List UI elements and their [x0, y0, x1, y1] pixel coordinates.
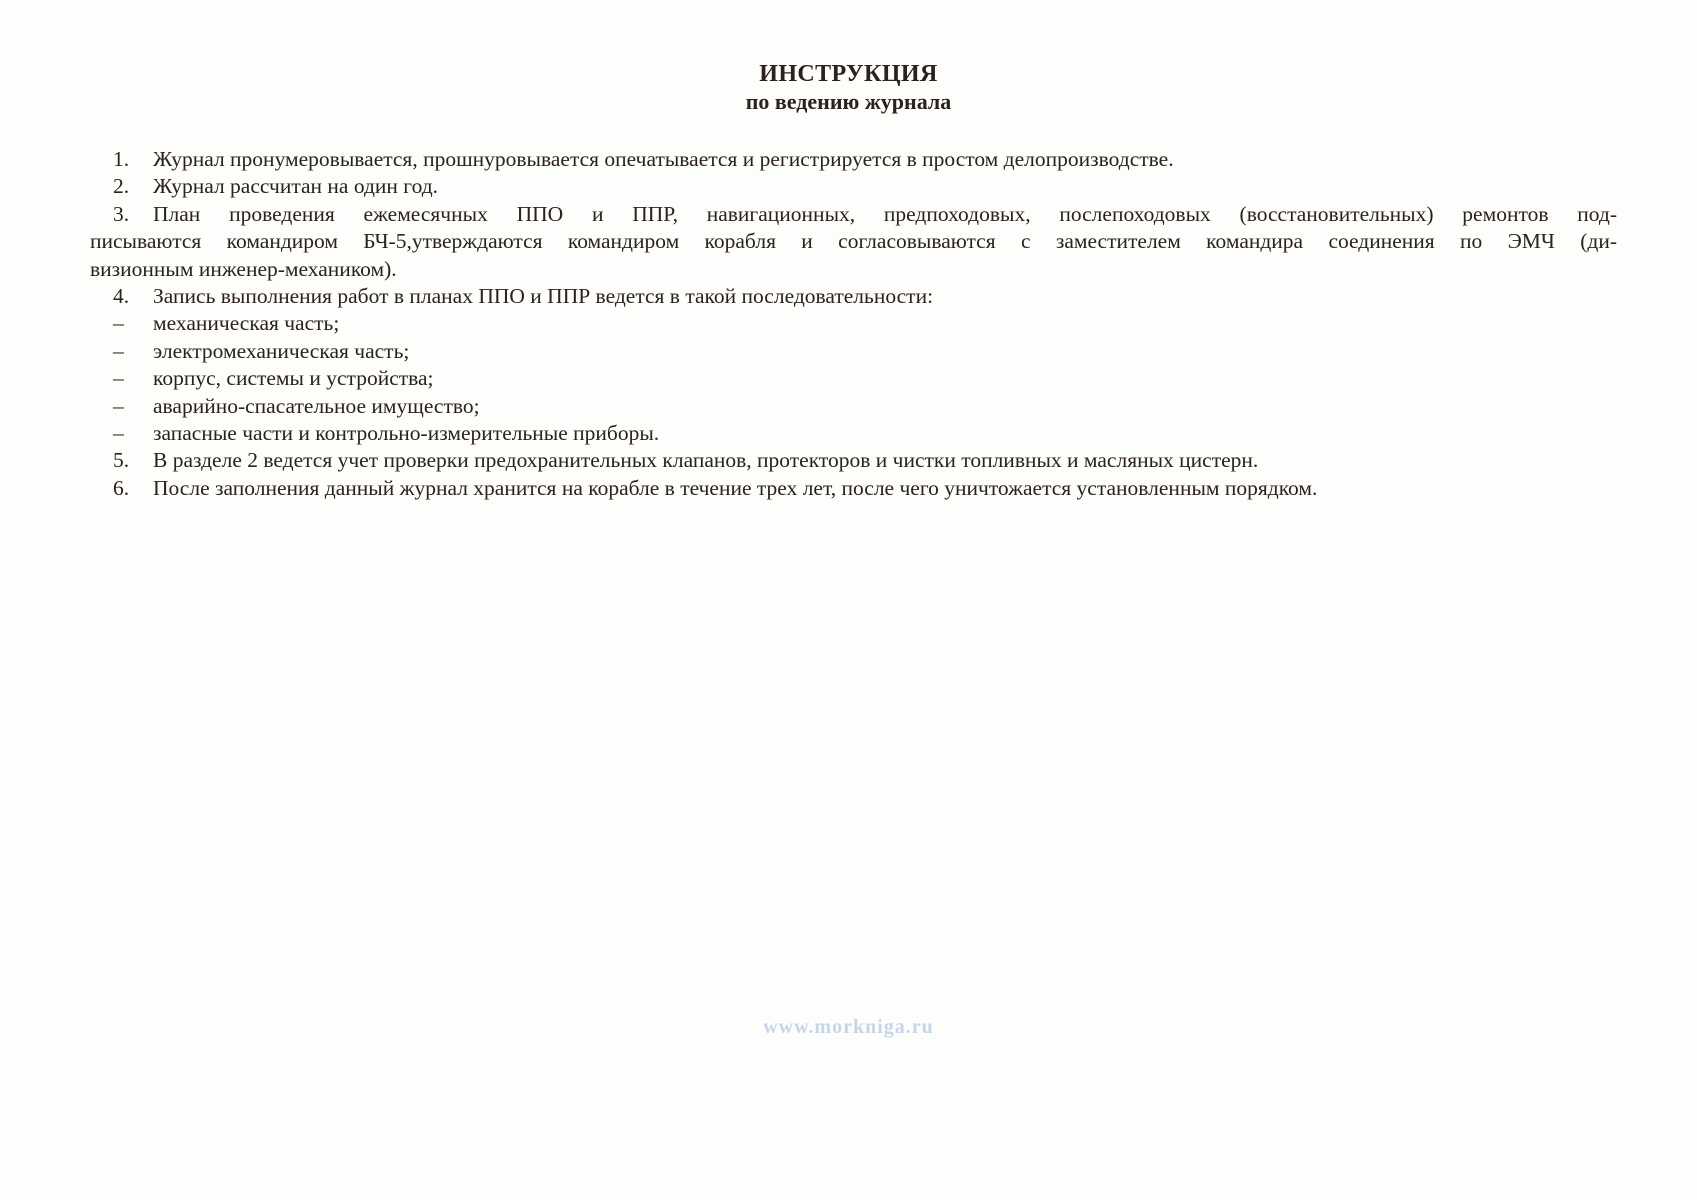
list-item	[90, 393, 1617, 420]
instruction-list	[90, 146, 1617, 502]
item-marker: 4.	[113, 284, 130, 309]
list-item	[90, 283, 1617, 310]
list-item	[90, 173, 1617, 200]
list-item	[90, 447, 1617, 474]
item-text: писываются командиром БЧ-5,утверждаются командиром корабля и согласовываются с заместителем командира соединения по ЭМЧ (ди-	[90, 229, 1617, 254]
item-text: механическая часть;	[153, 311, 340, 336]
list-item-line	[90, 475, 1617, 502]
list-item	[90, 310, 1617, 337]
list-item	[90, 420, 1617, 447]
document-title: ИНСТРУКЦИЯ	[759, 61, 938, 87]
item-marker: 2.	[113, 174, 130, 199]
item-marker: –	[113, 366, 124, 391]
item-marker: 3.	[113, 201, 130, 226]
item-text: запасные части и контрольно-измерительные приборы.	[153, 421, 660, 446]
item-text: Журнал рассчитан на один год.	[153, 174, 439, 199]
list-item-line	[90, 283, 1617, 310]
list-item-line	[90, 201, 1617, 228]
list-item-line	[90, 310, 1617, 337]
list-item-line	[90, 173, 1617, 200]
item-text: электромеханическая часть;	[153, 338, 410, 363]
item-marker: 1.	[113, 147, 130, 171]
item-text: В разделе 2 ведется учет проверки предохранительных клапанов, протекторов и чистки топливных и масляных цистерн.	[153, 448, 1259, 473]
watermark: www.morkniga.ru	[763, 1016, 934, 1038]
list-item	[90, 365, 1617, 392]
item-text: Запись выполнения работ в планах ППО и ППР ведется в такой последовательности:	[153, 284, 934, 309]
item-text: аварийно-спасательное имущество;	[153, 393, 480, 418]
list-item	[90, 146, 1617, 173]
item-text: План проведения ежемесячных ППО и ППР, навигационных, предпоходовых, послепоходовых (восстановительных) ремонтов под-	[153, 201, 1617, 226]
list-item-line	[90, 447, 1617, 474]
list-item-line	[90, 338, 1617, 365]
document-subtitle: по ведению журнала	[745, 89, 952, 114]
item-marker: –	[113, 338, 124, 363]
item-marker: –	[113, 393, 124, 418]
list-item-line	[90, 365, 1617, 392]
document-header	[0, 0, 1697, 116]
item-marker: 6.	[113, 475, 130, 500]
list-item-line	[90, 146, 1617, 173]
item-marker: –	[113, 311, 124, 336]
item-marker: –	[113, 421, 124, 446]
item-text: Журнал пронумеровывается, прошнуровывается опечатывается и регистрируется в простом делопроизводстве.	[153, 147, 1174, 171]
list-item-line	[90, 420, 1617, 447]
list-item-line	[90, 393, 1617, 420]
item-marker: 5.	[113, 448, 130, 473]
item-text: После заполнения данный журнал хранится на корабле в течение трех лет, после чего уничтожается установленным порядком.	[153, 475, 1318, 500]
list-item	[90, 475, 1617, 502]
item-text: визионным инженер-механиком).	[90, 256, 397, 281]
item-text: корпус, системы и устройства;	[153, 366, 434, 391]
list-item	[90, 338, 1617, 365]
list-item	[90, 201, 1617, 283]
list-item-line	[90, 228, 1617, 255]
list-item-line	[90, 256, 1617, 283]
